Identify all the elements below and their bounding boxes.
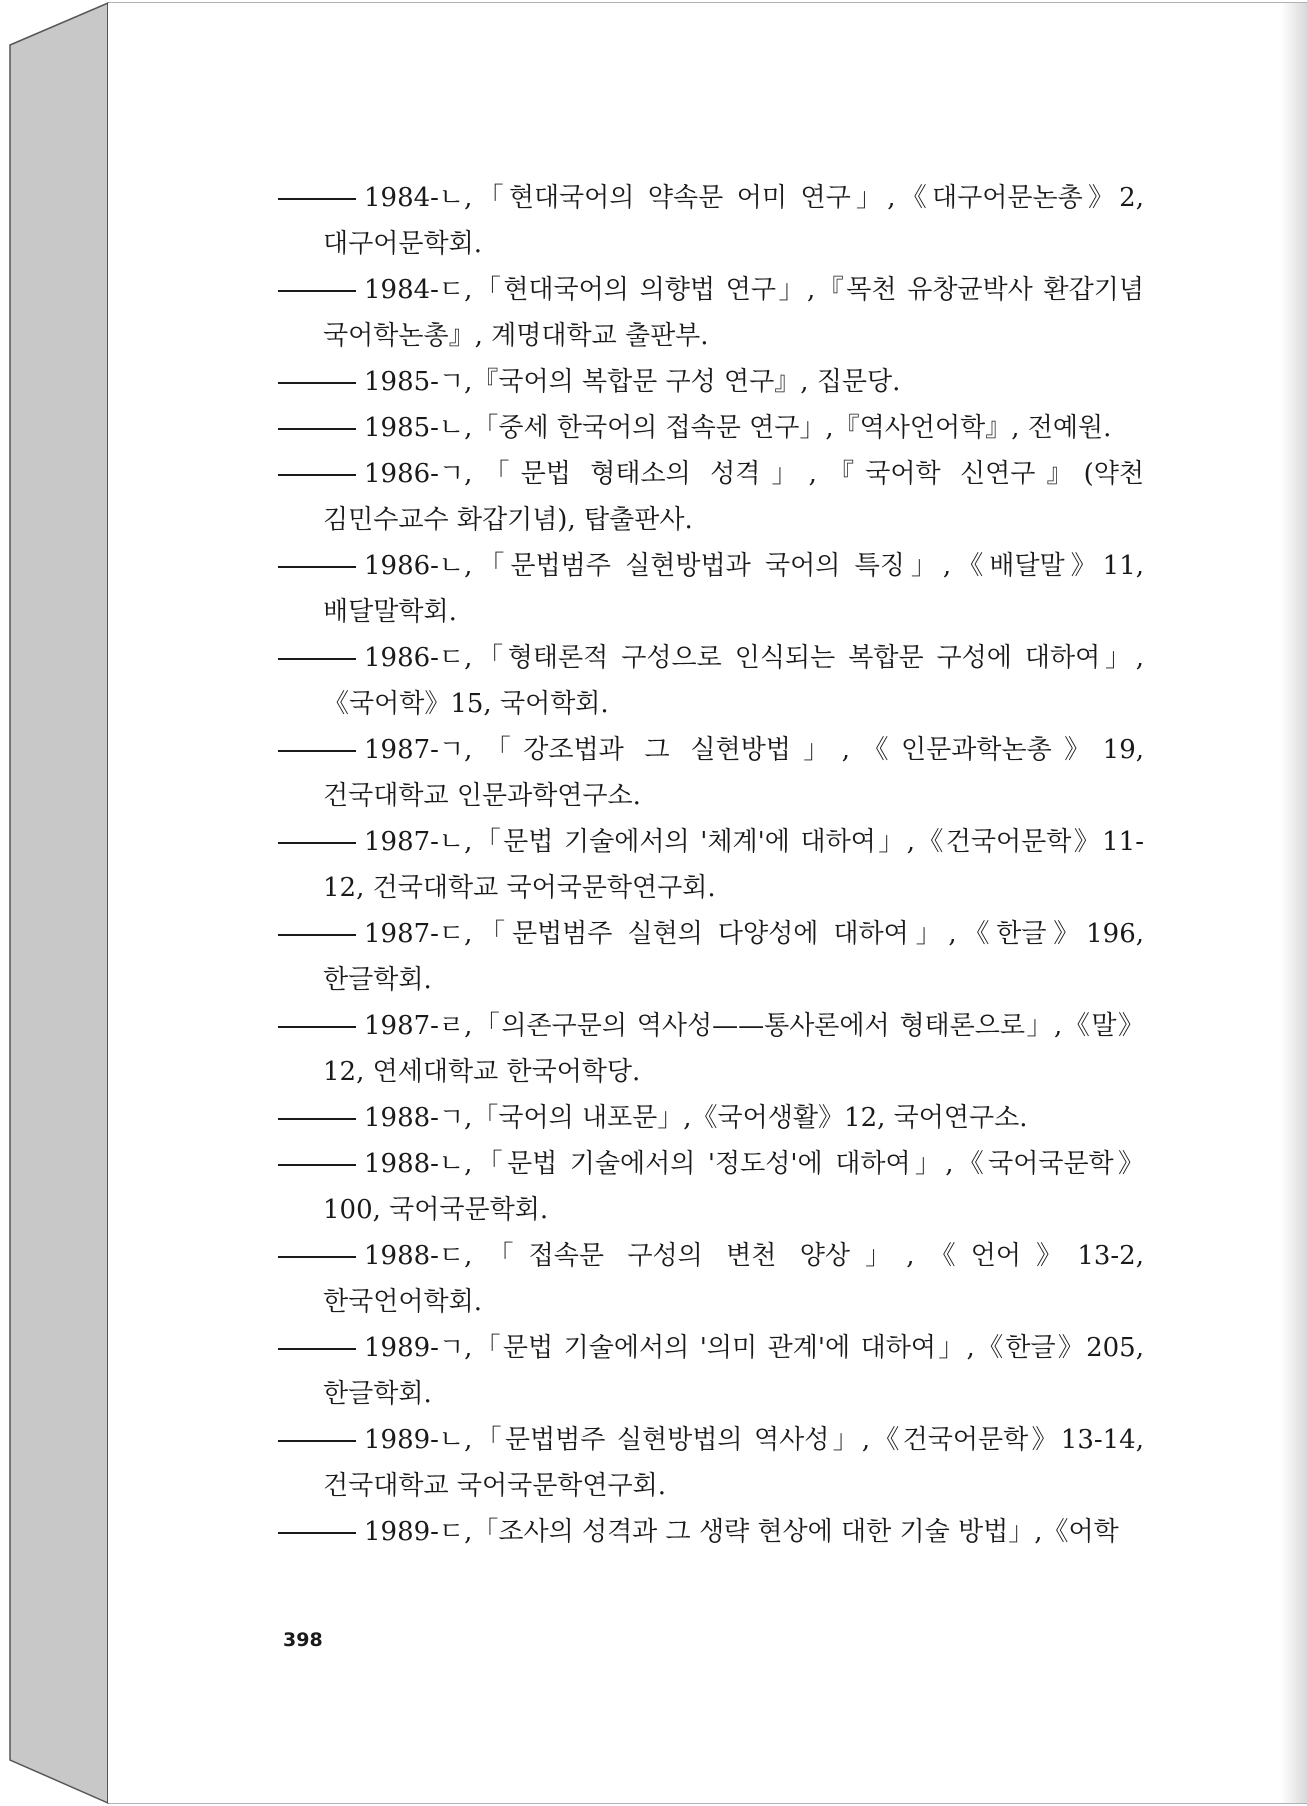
bibliography-entry: 1987-ㄱ,「강조법과 그 실현방법」,《인문과학논총》19, 건국대학교 인문과학연구소. — [278, 727, 1144, 819]
repeat-author-dash — [278, 1532, 356, 1534]
repeat-author-dash — [278, 474, 356, 476]
repeat-author-dash — [278, 842, 356, 844]
bibliography-entry: 1986-ㄴ,「문법범주 실현방법과 국어의 특징」,《배달말》11,배달말학회. — [278, 543, 1144, 635]
bibliography-list — [278, 175, 1144, 1555]
repeat-author-dash — [278, 1348, 356, 1350]
page-number: 398 — [283, 1629, 323, 1651]
bibliography-entry: 1986-ㄷ,「형태론적 구성으로 인식되는 복합문 구성에 대하여」,《국어학》15, 국어학회. — [278, 635, 1144, 727]
bibliography-entry: 1987-ㄴ,「문법 기술에서의 '체계'에 대하여」,《건국어문학》11-12, 건국대학교 국어국문학연구회. — [278, 819, 1144, 911]
bibliography-entry: 1986-ㄱ,「문법 형태소의 성격」,『국어학 신연구』(약천 김민수교수 화갑기념), 탑출판사. — [278, 451, 1144, 543]
bibliography-entry: 1988-ㄴ,「문법 기술에서의 '정도성'에 대하여」,《국어국문학》100, 국어국문학회. — [278, 1141, 1144, 1233]
bibliography-entry: 1989-ㄷ,「조사의 성격과 그 생략 현상에 대한 기술 방법」,《어학 — [278, 1509, 1144, 1555]
bibliography-entry: 1989-ㄱ,「문법 기술에서의 '의미 관계'에 대하여」,《한글》205, 한글학회. — [278, 1325, 1144, 1417]
repeat-author-dash — [278, 290, 356, 292]
repeat-author-dash — [278, 198, 356, 200]
page-shadow — [1281, 3, 1307, 1803]
bibliography-entry: 1989-ㄴ,「문법범주 실현방법의 역사성」,《건국어문학》13-14, 건국대학교 국어국문학연구회. — [278, 1417, 1144, 1509]
repeat-author-dash — [278, 750, 356, 752]
repeat-author-dash — [278, 1256, 356, 1258]
repeat-author-dash — [278, 1026, 356, 1028]
bibliography-entry: 1988-ㄷ,「접속문 구성의 변천 양상」,《언어》13-2, 한국언어학회. — [278, 1233, 1144, 1325]
bibliography-entry: 1985-ㄴ,「중세 한국어의 접속문 연구」,『역사언어학』, 전예원. — [278, 405, 1144, 451]
repeat-author-dash — [278, 382, 356, 384]
bibliography-entry: 1984-ㄷ,「현대국어의 의향법 연구」,『목천 유창균박사 환갑기념 국어학논총』, 계명대학교 출판부. — [278, 267, 1144, 359]
page — [108, 3, 1307, 1803]
bibliography-entry: 1987-ㄹ,「의존구문의 역사성——통사론에서 형태론으로」,《말》12, 연세대학교 한국어학당. — [278, 1003, 1144, 1095]
repeat-author-dash — [278, 1440, 356, 1442]
bibliography-entry: 1987-ㄷ,「문법범주 실현의 다양성에 대하여」,《한글》196, 한글학회. — [278, 911, 1144, 1003]
repeat-author-dash — [278, 658, 356, 660]
repeat-author-dash — [278, 1164, 356, 1166]
bibliography-entry: 1984-ㄴ,「현대국어의 약속문 어미 연구」,《대구어문논총》2, 대구어문학회. — [278, 175, 1144, 267]
repeat-author-dash — [278, 428, 356, 430]
repeat-author-dash — [278, 1118, 356, 1120]
repeat-author-dash — [278, 566, 356, 568]
bibliography-entry: 1988-ㄱ,「국어의 내포문」,《국어생활》12, 국어연구소. — [278, 1095, 1144, 1141]
repeat-author-dash — [278, 934, 356, 936]
bibliography-entry: 1985-ㄱ,『국어의 복합문 구성 연구』, 집문당. — [278, 359, 1144, 405]
